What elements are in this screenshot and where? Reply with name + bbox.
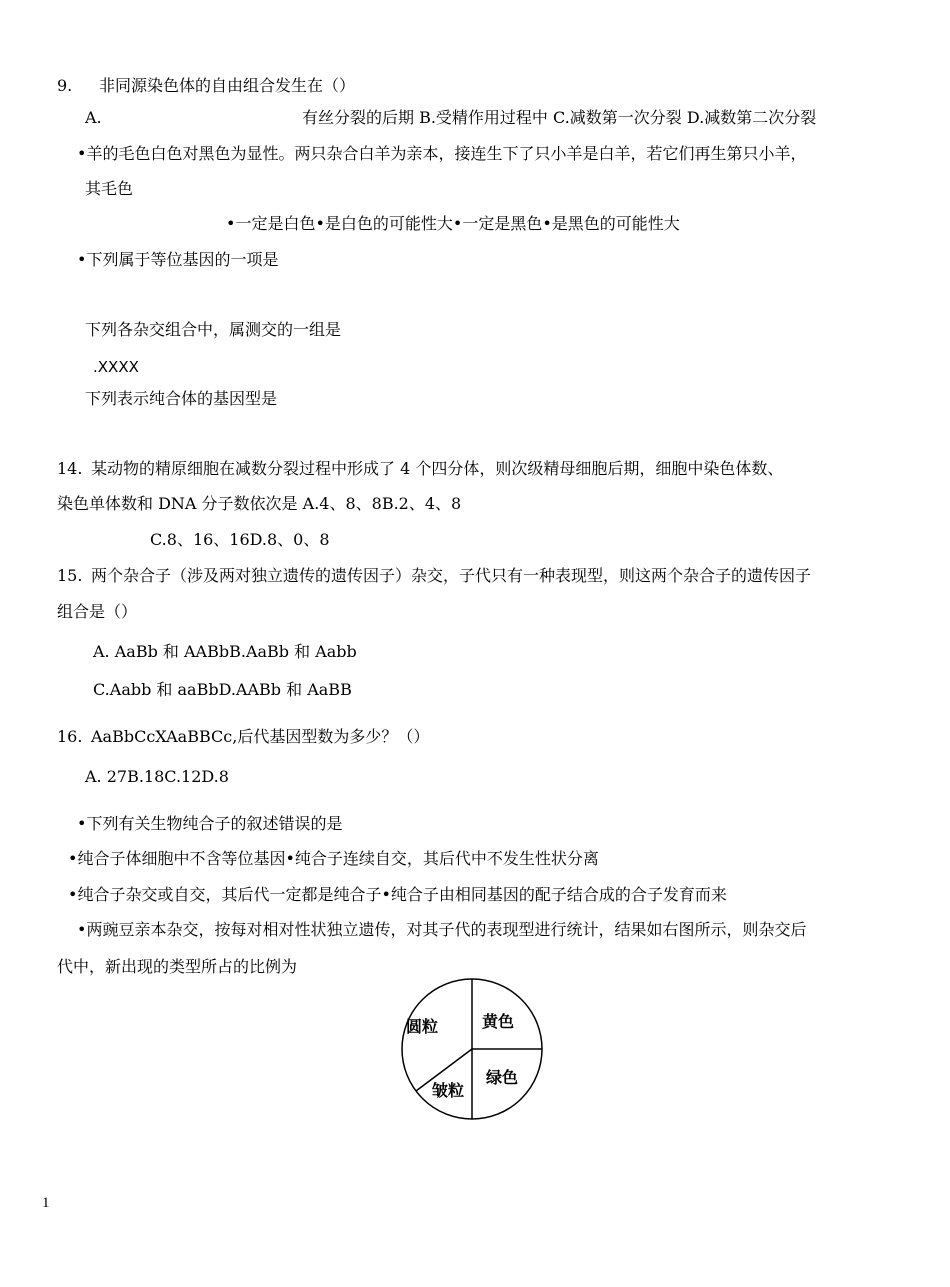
q18-stem: •两豌豆亲本杂交，按每对相对性状独立遗传，对其子代的表现型进行统计，结果如右图所示，则杂交后 xyxy=(77,920,807,939)
q16-options: A. 27B.18C.12D.8 xyxy=(85,767,229,786)
q15-options-cd: C.Aabb 和 aaBbD.AABb 和 AaBB xyxy=(93,680,352,699)
q14-number: 14. xyxy=(57,459,83,478)
q13-stem: 下列表示纯合体的基因型是 xyxy=(85,389,278,408)
q18-stem-cont: 代中，新出现的类型所占的比例为 xyxy=(57,957,298,976)
q15-number: 15. xyxy=(57,566,83,585)
q16-number: 16. xyxy=(57,727,83,746)
q15-stem: 两个杂合子（涉及两对独立遗传的遗传因子）杂交，子代只有一种表现型，则这两个杂合子的遗传因子 xyxy=(91,566,812,585)
q9-options: 有丝分裂的后期 B.受精作用过程中 C.减数第一次分裂 D.减数第二次分裂 xyxy=(302,108,817,127)
q10-options: •一定是白色•是白色的可能性大•一定是黑色•是黑色的可能性大 xyxy=(226,214,680,233)
pie-label-round: 圆粒 xyxy=(406,1017,439,1036)
q12-options: .XXXX xyxy=(93,358,139,376)
phenotype-pie-chart xyxy=(398,975,546,1123)
q9-stem: 非同源染色体的自由组合发生在（） xyxy=(99,76,356,95)
q15-stem-cont: 组合是（） xyxy=(57,602,138,621)
q14-stem: 某动物的精原细胞在减数分裂过程中形成了 4 个四分体，则次级精母细胞后期，细胞中染色体数、 xyxy=(91,459,784,478)
pie-label-green: 绿色 xyxy=(486,1068,519,1087)
q11-stem: •下列属于等位基因的一项是 xyxy=(77,250,279,269)
q17-options-ab: •纯合子体细胞中不含等位基因•纯合子连续自交，其后代中不发生性状分离 xyxy=(68,849,599,868)
q10-stem: •羊的毛色白色对黑色为显性。两只杂合白羊为亲本，接连生下了只小羊是白羊，若它们再生第只小羊， xyxy=(77,144,807,163)
q14-options: C.8、16、16D.8、0、8 xyxy=(150,530,330,549)
q17-options-cd: •纯合子杂交或自交，其后代一定都是纯合子•纯合子由相同基因的配子结合成的合子发育而来 xyxy=(68,885,727,904)
q16-stem: AaBbCcXAaBBCc,后代基因型数为多少？（） xyxy=(91,727,430,746)
q9-number: 9. xyxy=(57,76,73,95)
q10-stem-cont: 其毛色 xyxy=(85,179,134,198)
q14-stem-cont: 染色单体数和 DNA 分子数依次是 A.4、8、8B.2、4、8 xyxy=(57,494,462,513)
q17-stem: •下列有关生物纯合子的叙述错误的是 xyxy=(77,814,343,833)
pie-label-yellow: 黄色 xyxy=(482,1012,515,1031)
pie-label-wrinkled: 皱粒 xyxy=(432,1081,465,1100)
q15-options-ab: A. AaBb 和 AABbB.AaBb 和 Aabb xyxy=(93,642,357,661)
q9-option-a-label: A. xyxy=(85,108,102,127)
q12-stem: 下列各杂交组合中，属测交的一组是 xyxy=(85,320,342,339)
page-number: 1 xyxy=(42,1195,50,1211)
